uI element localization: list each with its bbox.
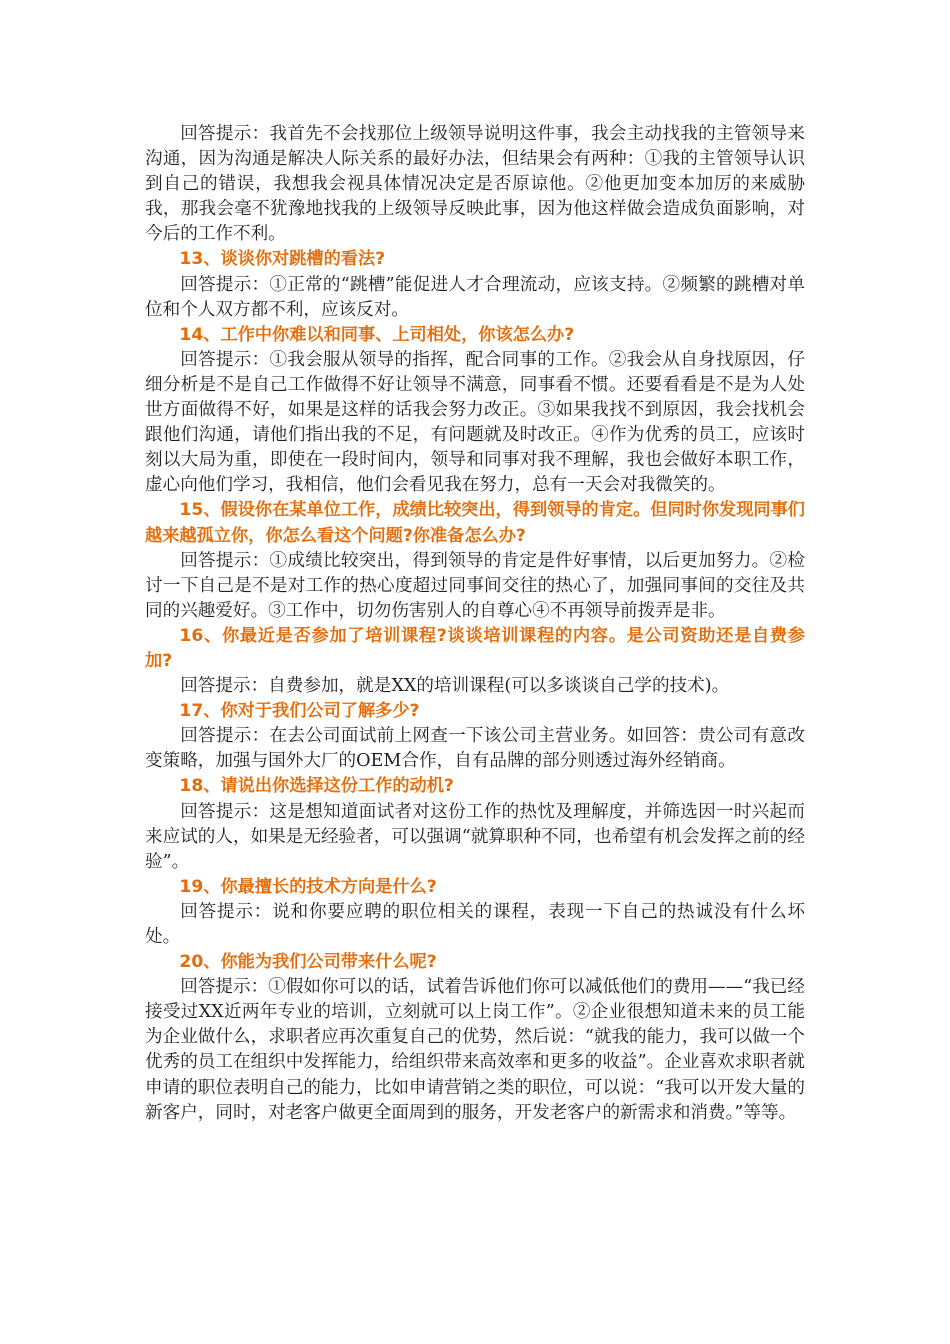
question-heading: 15、假设你在某单位工作，成绩比较突出，得到领导的肯定。但同时你发现同事们越来越孤立你，你怎么看这个问题?你准备怎么办? [145,500,805,546]
question-heading: 14、工作中你难以和同事、上司相处，你该怎么办? [179,324,575,345]
question-heading: 16、你最近是否参加了培训课程?谈谈培训课程的内容。是公司资助还是自费参加? [145,625,805,671]
question-heading: 18、请说出你选择这份工作的动机? [179,776,454,797]
answer-paragraph: 回答提示：我首先不会找那位上级领导说明这件事，我会主动找我的主管领导来沟通，因为沟通是解决人际关系的最好办法，但结果会有两种：①我的主管领导认识到自己的错误，我想我会视具体情况决定是否原谅他。②他更加变本加厉的来威胁我，那我会毫不犹豫地找我的上级领导反映此事，因为他这样做会造成负面影响，对今后的工作不利。 [145,124,805,245]
answer-paragraph: 回答提示：①假如你可以的话，试着告诉他们你可以减低他们的费用——“我已经接受过XX近两年专业的培训，立刻就可以上岗工作”。②企业很想知道未来的员工能为企业做什么，求职者应再次重复自己的优势，然后说：“就我的能力，我可以做一个优秀的员工在组织中发挥能力，给组织带来高效率和更多的收益”。企业喜欢求职者就申请的职位表明自己的能力，比如申请营销之类的职位，可以说：“我可以开发大量的新客户，同时，对老客户做更全面周到的服务，开发老客户的新需求和消费。”等等。 [145,977,805,1123]
answer-paragraph: 回答提示：说和你要应聘的职位相关的课程，表现一下自己的热诚没有什么坏处。 [145,901,805,947]
answer-paragraph: 回答提示：在去公司面试前上网查一下该公司主营业务。如回答：贵公司有意改变策略，加强与国外大厂的OEM合作，自有品牌的部分则透过海外经销商。 [145,726,805,772]
question-heading: 19、你最擅长的技术方向是什么? [179,876,437,897]
document-page [145,122,805,1126]
answer-paragraph: 回答提示：①成绩比较突出，得到领导的肯定是件好事情，以后更加努力。②检讨一下自己是不是对工作的热心度超过同事间交往的热心了，加强同事间的交往及共同的兴趣爱好。③工作中，切勿伤害别人的自尊心④不再领导前拨弄是非。 [145,550,805,621]
answer-paragraph: 回答提示：自费参加，就是XX的培训课程(可以多谈谈自己学的技术)。 [180,676,730,697]
question-heading: 13、谈谈你对跳槽的看法? [179,249,386,270]
answer-paragraph: 回答提示：这是想知道面试者对这份工作的热忱及理解度，并筛选因一时兴起而来应试的人，如果是无经验者，可以强调“就算职种不同，也希望有机会发挥之前的经验”。 [145,801,805,872]
answer-paragraph: 回答提示：①我会服从领导的指挥，配合同事的工作。②我会从自身找原因，仔细分析是不是自己工作做得不好让领导不满意，同事看不惯。还要看看是不是为人处世方面做得不好，如果是这样的话我会努力改正。③如果我找不到原因，我会找机会跟他们沟通，请他们指出我的不足，有问题就及时改正。④作为优秀的员工，应该时刻以大局为重，即使在一段时间内，领导和同事对我不理解，我也会做好本职工作，虚心向他们学习，我相信，他们会看见我在努力，总有一天会对我微笑的。 [145,349,805,496]
question-heading: 20、你能为我们公司带来什么呢? [179,952,437,973]
question-heading: 17、你对于我们公司了解多少? [179,701,420,722]
answer-paragraph: 回答提示：①正常的“跳槽”能促进人才合理流动，应该支持。②频繁的跳槽对单位和个人双方都不利，应该反对。 [145,274,805,320]
